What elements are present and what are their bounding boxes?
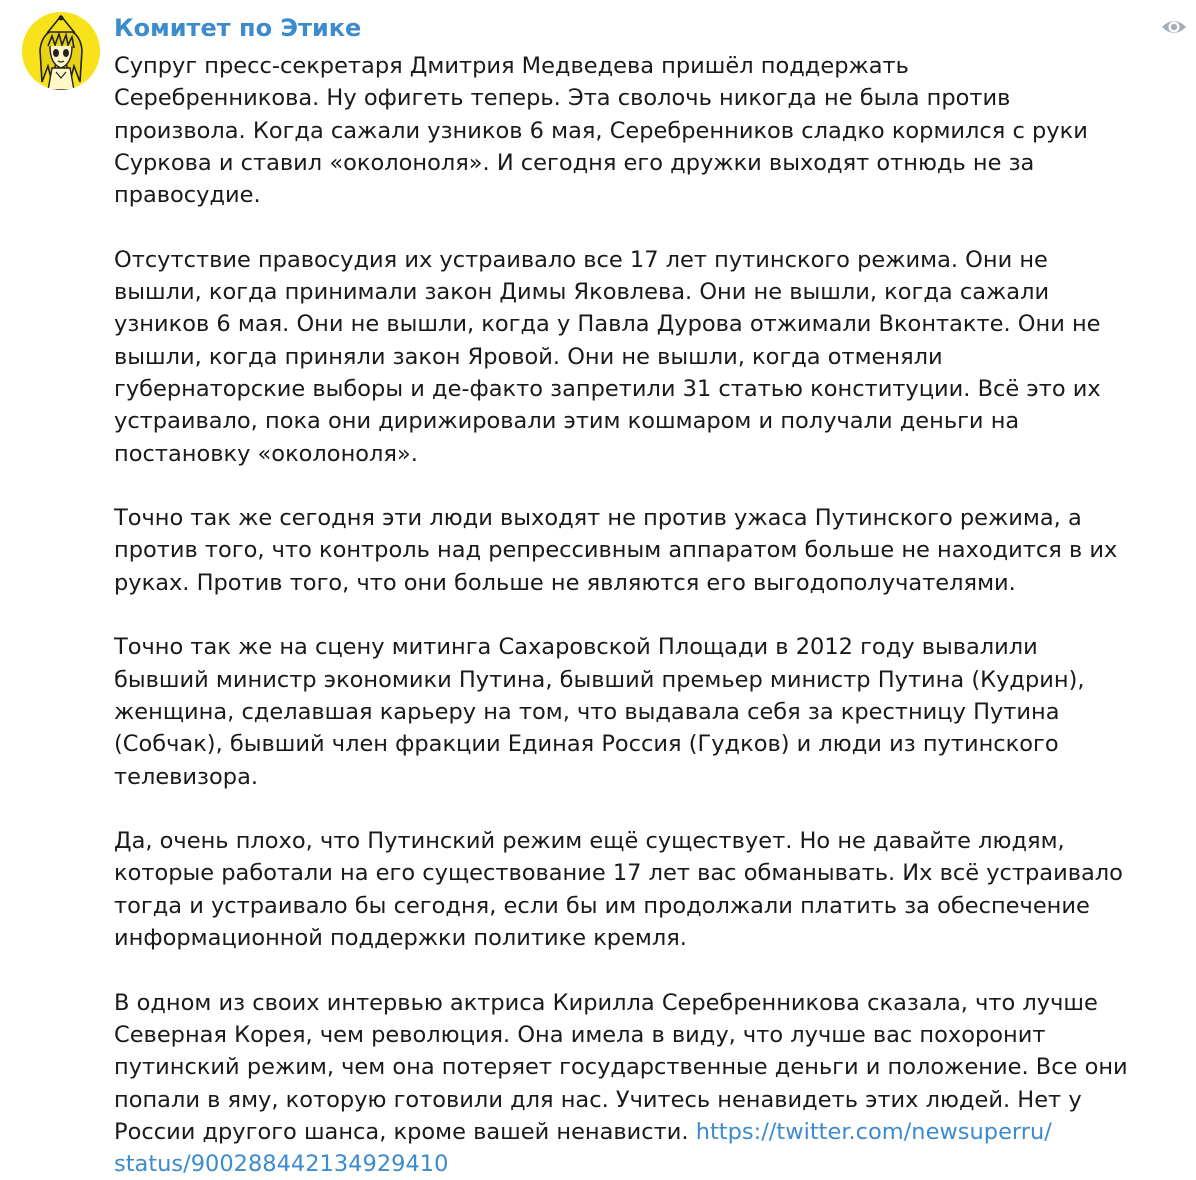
text-line: которые работали на его существование 17 лет вас обманывать. Их всё устраивало	[114, 860, 1123, 887]
text-line: бывший министр экономики Путина, бывший премьер министр Путина (Кудрин),	[114, 666, 1085, 693]
message-paragraph	[114, 502, 1184, 599]
text-line: произвола. Когда сажали узников 6 мая, Серебренников сладко кормился с руки	[114, 117, 1088, 144]
text-line: информационной поддержки политике кремля.	[114, 925, 687, 952]
anime-girl-avatar-icon	[22, 12, 100, 90]
text-line: вышли, когда принимали закон Димы Яковлева. Они не вышли, когда сажали	[114, 279, 1050, 306]
eye-icon	[1160, 16, 1188, 38]
channel-avatar[interactable]	[22, 12, 100, 90]
text-fragment: России другого шанса, кроме вашей ненависти.	[114, 1118, 696, 1145]
text-line: губернаторские выборы и де-факто запретили 31 статью конституции. Всё это их	[114, 375, 1101, 402]
text-line: Серебренникова. Ну офигеть теперь. Эта сволочь никогда не была против	[114, 85, 1011, 112]
text-line: Точно так же сегодня эти люди выходят не против ужаса Путинского режима, а	[114, 505, 1082, 532]
text-line: руках. Против того, что они больше не являются его выгодополучателями.	[114, 569, 1016, 596]
message-paragraph	[114, 50, 1184, 211]
message-paragraph	[114, 631, 1184, 792]
text-line: телевизора.	[114, 763, 259, 790]
channel-name[interactable]: Комитет по Этике	[114, 14, 362, 42]
text-line: тогда и устраивало бы сегодня, если бы им продолжали платить за обеспечение	[114, 892, 1090, 919]
text-line: против того, что контроль над репрессивным аппаратом больше не находится в их	[114, 537, 1118, 564]
message-paragraph	[114, 825, 1184, 954]
text-line	[114, 1148, 1184, 1180]
text-line: женщина, сделавшая карьеру на том, что выдавала себя за крестницу Путина	[114, 698, 1060, 725]
text-line: Точно так же на сцену митинга Сахаровской Площади в 2012 году вывалили	[114, 634, 1038, 661]
text-line: вышли, когда приняли закон Яровой. Они не вышли, когда отменяли	[114, 343, 943, 370]
text-line: Северная Корея, чем революция. Она имела в виду, что лучше вас похоронит	[114, 1021, 1046, 1048]
text-line: Супруг пресс-секретаря Дмитрия Медведева пришёл поддержать	[114, 53, 909, 79]
text-line: путинский режим, чем она потеряет государственные деньги и положение. Все они	[114, 1054, 1128, 1081]
tweet-link[interactable]: https://twitter.com/newsuperru/	[695, 1118, 1052, 1145]
text-line: (Собчак), бывший член фракции Единая Россия (Гудков) и люди из путинского	[114, 731, 1059, 758]
text-line: попали в яму, которую готовили для нас. Учитесь ненавидеть этих людей. Нет у	[114, 1086, 1082, 1113]
message-paragraph	[114, 987, 1184, 1180]
text-line: Отсутствие правосудия их устраивало все 17 лет путинского режима. Они не	[114, 246, 1048, 273]
text-line: Да, очень плохо, что Путинский режим ещё существует. Но не давайте людям,	[114, 828, 1065, 855]
message-paragraph	[114, 244, 1184, 470]
text-line: постановку «околоноля».	[114, 440, 418, 467]
message-text	[114, 50, 1184, 1180]
tweet-link-continued[interactable]: status/900288442134929410	[114, 1151, 449, 1178]
text-line: Суркова и ставил «околоноля». И сегодня его дружки выходят отнюдь не за	[114, 149, 1035, 176]
text-line: устраивало, пока они дирижировали этим кошмаром и получали деньги на	[114, 408, 1020, 435]
text-line: В одном из своих интервью актриса Кирилла Серебренникова сказала, что лучше	[114, 989, 1098, 1016]
text-line: правосудие.	[114, 182, 261, 209]
text-line: узников 6 мая. Они не вышли, когда у Павла Дурова отжимали Вконтакте. Они не	[114, 311, 1101, 338]
text-line-with-link	[114, 1116, 1184, 1148]
